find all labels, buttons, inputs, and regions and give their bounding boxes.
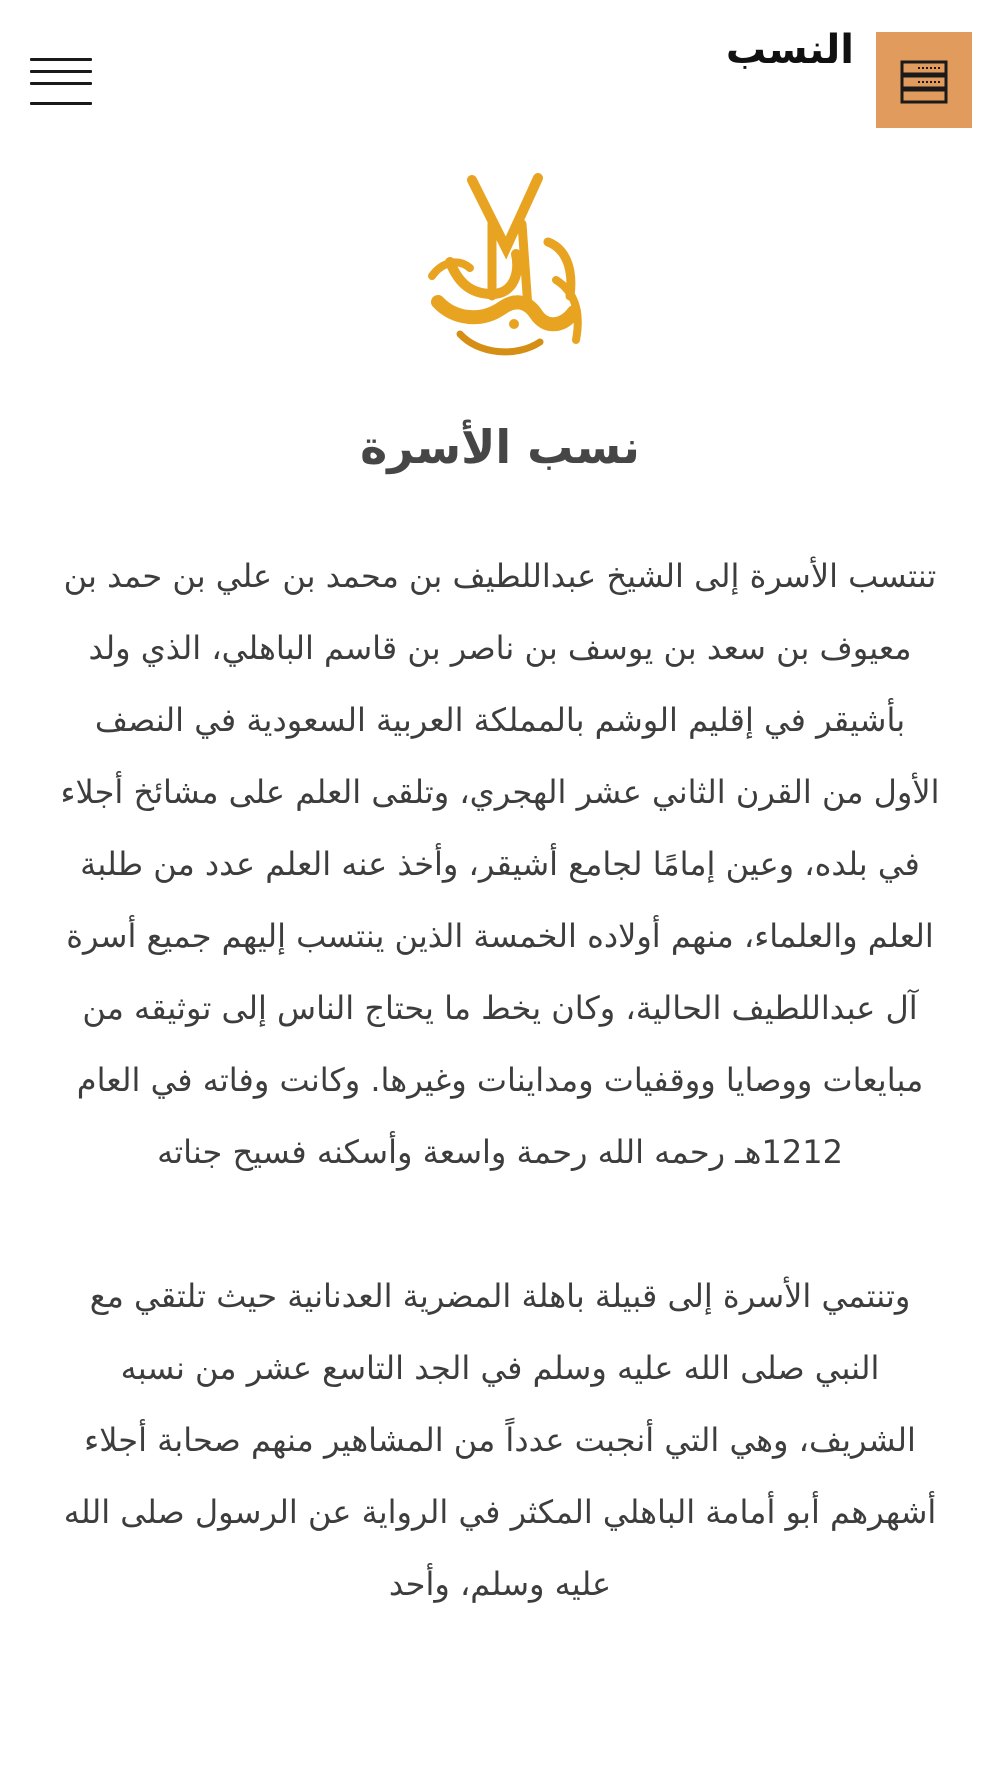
lineage-paragraph: تنتسب الأسرة إلى الشيخ عبداللطيف بن محمد بن علي بن حمد بن معيوف بن سعد بن يوسف بن ناصر بن قاسم الباهلي، الذي ولد بأشيقر في إقليم الوشم بالمملكة العربية السعودية في النصف الأول من القرن الثاني عشر الهجري، وتلقى العلم على مشائخ أجلاء في بلده، وعين إمامًا لجامع أشيقر، وأخذ عنه العلم عدد من طلبة العلم والعلماء، منهم أولاده الخمسة الذين ينتسب إليهم جميع أسرة آل عبداللطيف الحالية، وكان يخط ما يحتاج الناس إلى توثيقه من مبايعات ووصايا ووقفيات ومداينات وغيرها. وكانت وفاته في العام 1212هـ رحمه الله رحمة واسعة وأسكنه فسيح جناته xyxy=(60,556,940,1171)
menu-line xyxy=(30,58,92,61)
menu-line xyxy=(30,102,92,105)
lineage-paragraph: وتنتمي الأسرة إلى قبيلة باهلة المضرية العدنانية حيث تلتقي مع النبي صلى الله عليه وسلم في الجد التاسع عشر من نسبه الشريف، وهي التي أنجبت عدداً من المشاهير منهم صحابة أجلاء أشهرهم أبو أمامة الباهلي المكثر في الرواية عن الرسول صلى الله عليه وسلم، وأحد xyxy=(63,1276,937,1603)
top-header xyxy=(0,0,1000,140)
menu-line xyxy=(30,82,92,85)
hamburger-menu-icon[interactable] xyxy=(30,58,92,108)
server-stack-icon xyxy=(898,54,950,106)
family-logo xyxy=(0,170,1000,380)
calligraphy-logo xyxy=(390,170,610,380)
page-title: نسب الأسرة xyxy=(360,420,640,474)
menu-line xyxy=(30,70,92,73)
section-badge[interactable] xyxy=(876,32,972,128)
lineage-content xyxy=(60,540,940,1620)
page-heading: النسب xyxy=(725,27,854,73)
